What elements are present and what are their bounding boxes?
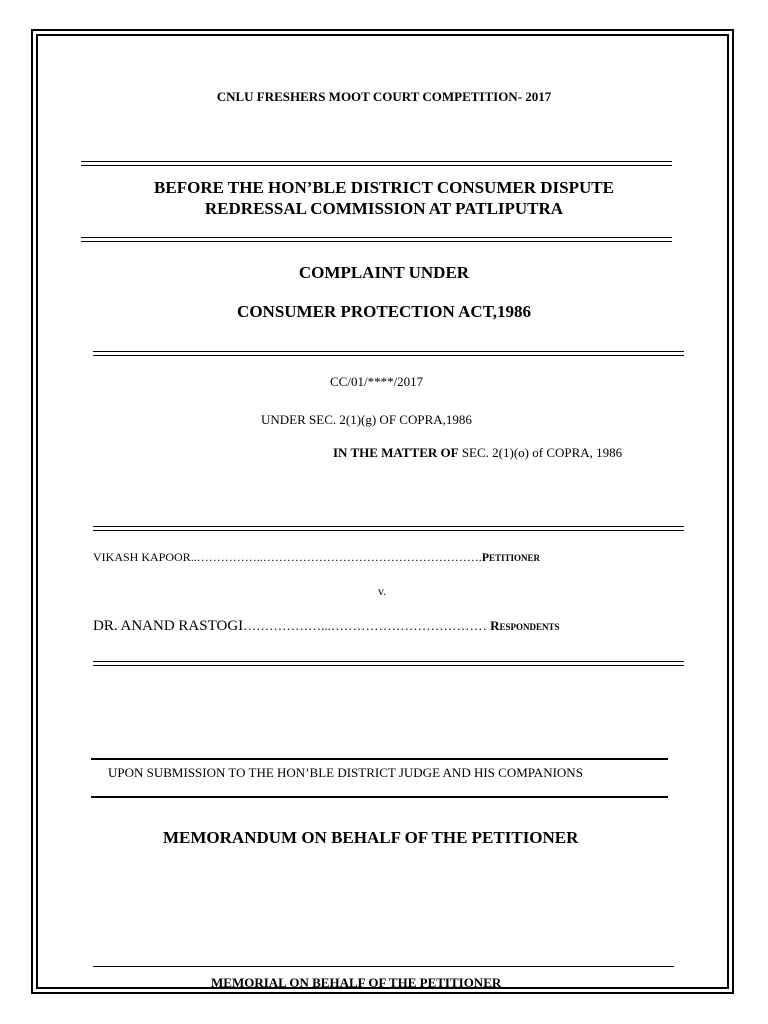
petitioner-role-initial: P bbox=[481, 550, 490, 564]
submission-line: UPON SUBMISSION TO THE HON’BLE DISTRICT JUDGE AND HIS COMPANIONS bbox=[108, 765, 583, 780]
respondent-role bbox=[490, 618, 559, 633]
divider-thick bbox=[91, 796, 668, 798]
respondent-dots: ………………...……………………………… bbox=[243, 618, 491, 633]
complaint-line-2: CONSUMER PROTECTION ACT,1986 bbox=[237, 302, 531, 321]
matter-section: SEC. 2(1)(o) of COPRA, 1986 bbox=[458, 445, 623, 460]
competition-title: CNLU FRESHERS MOOT COURT COMPETITION- 2017 bbox=[216, 89, 552, 104]
complaint-line-1: COMPLAINT UNDER bbox=[298, 263, 470, 282]
petitioner-role bbox=[482, 550, 540, 564]
case-number: CC/01/****/2017 bbox=[330, 374, 424, 389]
divider-double bbox=[81, 237, 672, 242]
divider-thick bbox=[91, 758, 668, 760]
respondent-name: DR. ANAND RASTOGI bbox=[93, 618, 244, 634]
petitioner-line bbox=[93, 550, 540, 565]
under-section: UNDER SEC. 2(1)(g) OF COPRA,1986 bbox=[261, 412, 472, 427]
divider-double bbox=[93, 351, 684, 356]
versus: v. bbox=[378, 584, 387, 598]
forum-line-2: REDRESSAL COMMISSION AT PATLIPUTRA bbox=[204, 199, 564, 218]
petitioner-name: VIKASH KAPOOR bbox=[93, 550, 191, 564]
divider-double bbox=[93, 661, 684, 666]
divider-double bbox=[93, 526, 684, 531]
matter-label: IN THE MATTER OF bbox=[333, 445, 459, 460]
memorandum-title: MEMORANDUM ON BEHALF OF THE PETITIONER bbox=[163, 828, 579, 847]
divider-double bbox=[81, 161, 672, 166]
respondent-role-rest: ESPONDENTS bbox=[499, 622, 560, 632]
respondent-role-initial: R bbox=[490, 618, 500, 633]
respondent-line bbox=[93, 618, 560, 635]
forum-line-1: BEFORE THE HON’BLE DISTRICT CONSUMER DISPUTE bbox=[154, 178, 614, 197]
footer-rule bbox=[93, 966, 674, 967]
petitioner-role-rest: ETITIONER bbox=[489, 553, 541, 563]
petitioner-dots: ..……………..………………………………………………. bbox=[190, 550, 482, 564]
footer-memorial: MEMORIAL ON BEHALF OF THE PETITIONER bbox=[211, 975, 502, 990]
matter-line bbox=[333, 445, 622, 461]
